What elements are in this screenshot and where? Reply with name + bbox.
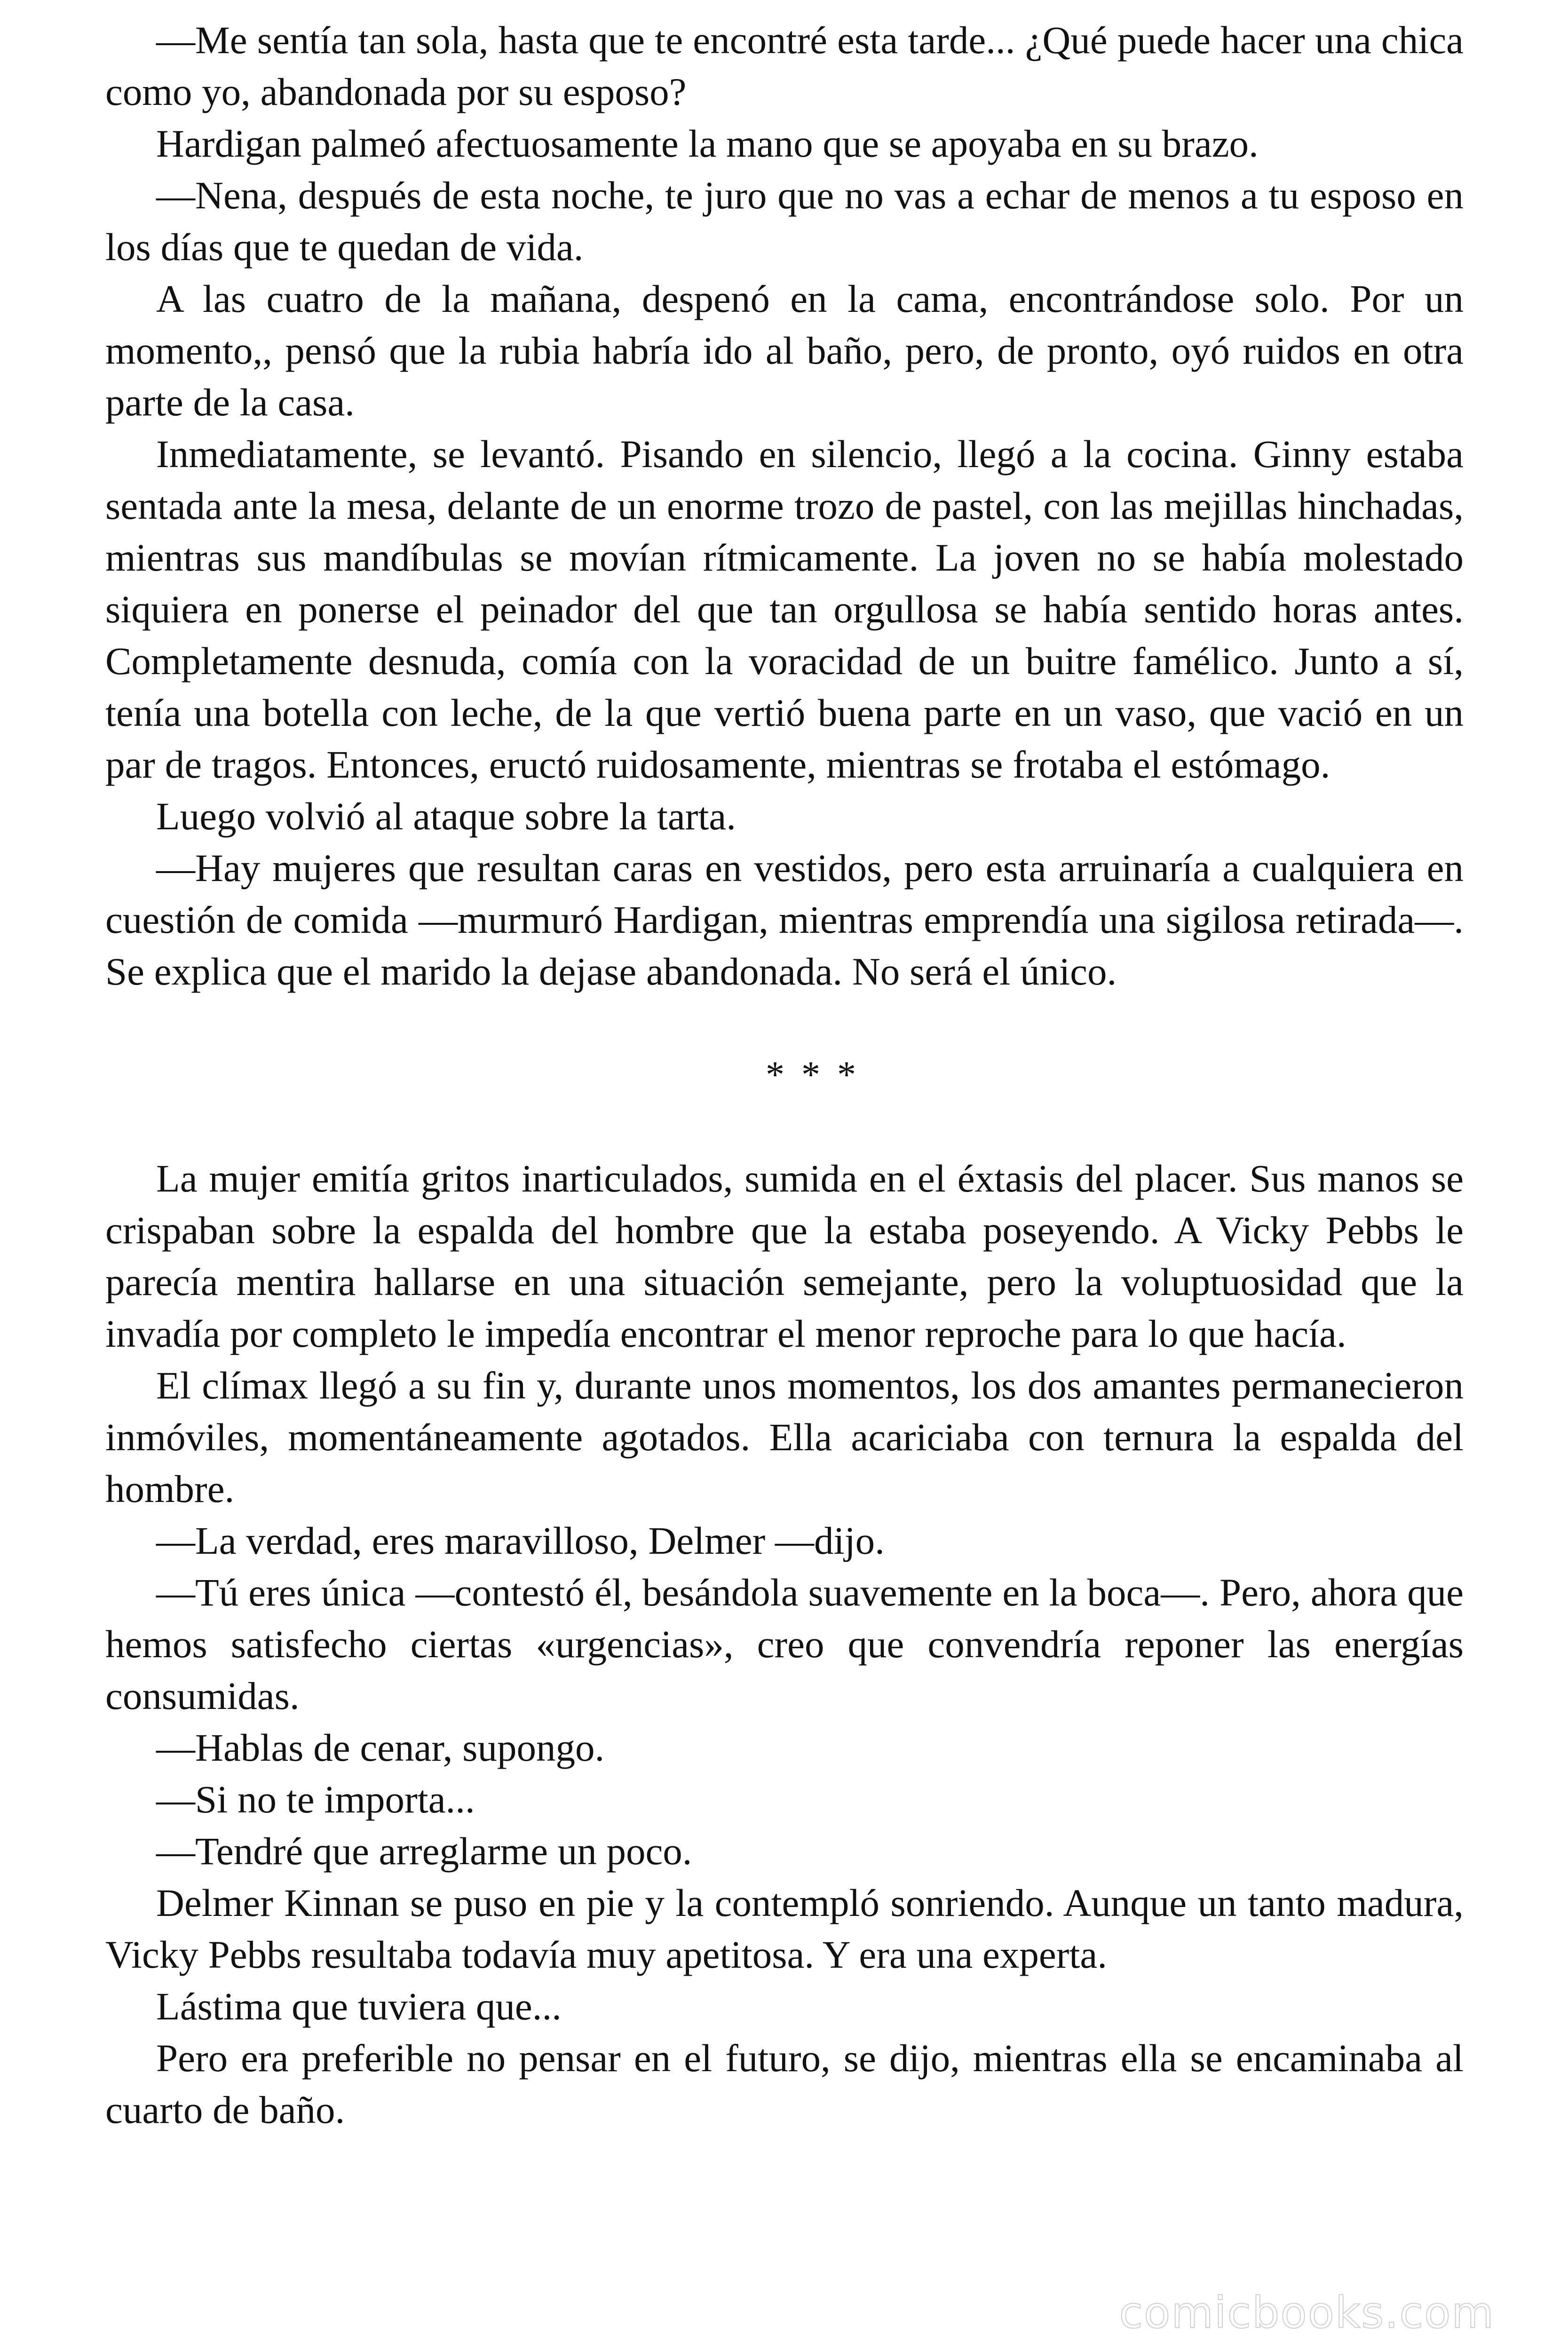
paragraph: A las cuatro de la mañana, despenó en la cama, encontrándose solo. Por un momento,, pensó que la rubia habría ido al baño, pero, de pronto, oyó ruidos en otra parte de la casa. — [105, 277, 1464, 424]
watermark-text: comicbooks.com — [1119, 2288, 1495, 2338]
text-section-2 — [105, 1152, 1464, 2136]
paragraph: —Si no te importa... — [156, 1778, 475, 1821]
paragraph: —Nena, después de esta noche, te juro que no vas a echar de menos a tu esposo en los días que te quedan de vida. — [105, 174, 1464, 269]
section-separator: * * * — [766, 1054, 860, 1096]
paragraph: —Me sentía tan sola, hasta que te encontré esta tarde... ¿Qué puede hacer una chica como yo, abandonada por su esposo? — [105, 18, 1464, 113]
paragraph: Pero era preferible no pensar en el futuro, se dijo, mientras ella se encaminaba al cuarto de baño. — [105, 2036, 1464, 2131]
paragraph: Hardigan palmeó afectuosamente la mano que se apoyaba en su brazo. — [156, 122, 1259, 165]
paragraph: —Tendré que arreglarme un poco. — [156, 1829, 692, 1873]
paragraph: Delmer Kinnan se puso en pie y la contempló sonriendo. Aunque un tanto madura, Vicky Pebbs resultaba todavía muy apetitosa. Y era una experta. — [105, 1881, 1464, 1976]
paragraph: —Hablas de cenar, supongo. — [156, 1726, 605, 1769]
paragraph: El clímax llegó a su fin y, durante unos momentos, los dos amantes permanecieron inmóviles, momentáneamente agotados. Ella acariciaba con ternura la espalda del hombre. — [105, 1364, 1464, 1510]
text-section-1 — [105, 14, 1464, 997]
paragraph: Luego volvió al ataque sobre la tarta. — [156, 795, 736, 838]
paragraph: —Tú eres única —contestó él, besándola suavemente en la boca—. Pero, ahora que hemos satisfecho ciertas «urgencias», creo que convendría reponer las energías consumidas. — [105, 1571, 1464, 1717]
paragraph: Inmediatamente, se levantó. Pisando en silencio, llegó a la cocina. Ginny estaba sentada ante la mesa, delante de un enorme trozo de pastel, con las mejillas hinchadas, mientras sus mandíbulas se movían rítmicamente. La joven no se había molestado siquiera en ponerse el peinador del que tan orgullosa se había sentido horas antes. Completamente desnuda, comía con la voracidad de un buitre famélico. Junto a sí, tenía una botella con leche, de la que vertió buena parte en un vaso, que vació en un par de tragos. Entonces, eructó ruidosamente, mientras se frotaba el estómago. — [105, 432, 1464, 786]
paragraph: —La verdad, eres maravilloso, Delmer —dijo. — [156, 1519, 885, 1562]
paragraph: Lástima que tuviera que... — [156, 1985, 562, 2028]
book-page — [105, 14, 1464, 2136]
paragraph: La mujer emitía gritos inarticulados, sumida en el éxtasis del placer. Sus manos se crispaban sobre la espalda del hombre que la estaba poseyendo. A Vicky Pebbs le parecía mentira hallarse en una situación semejante, pero la voluptuosidad que la invadía por completo le impedía encontrar el menor reproche para lo que hacía. — [105, 1157, 1464, 1355]
paragraph: —Hay mujeres que resultan caras en vestidos, pero esta arruinaría a cualquiera en cuestión de comida —murmuró Hardigan, mientras emprendía una sigilosa retirada—. Se explica que el marido la dejase abandonada. No será el único. — [105, 846, 1464, 993]
